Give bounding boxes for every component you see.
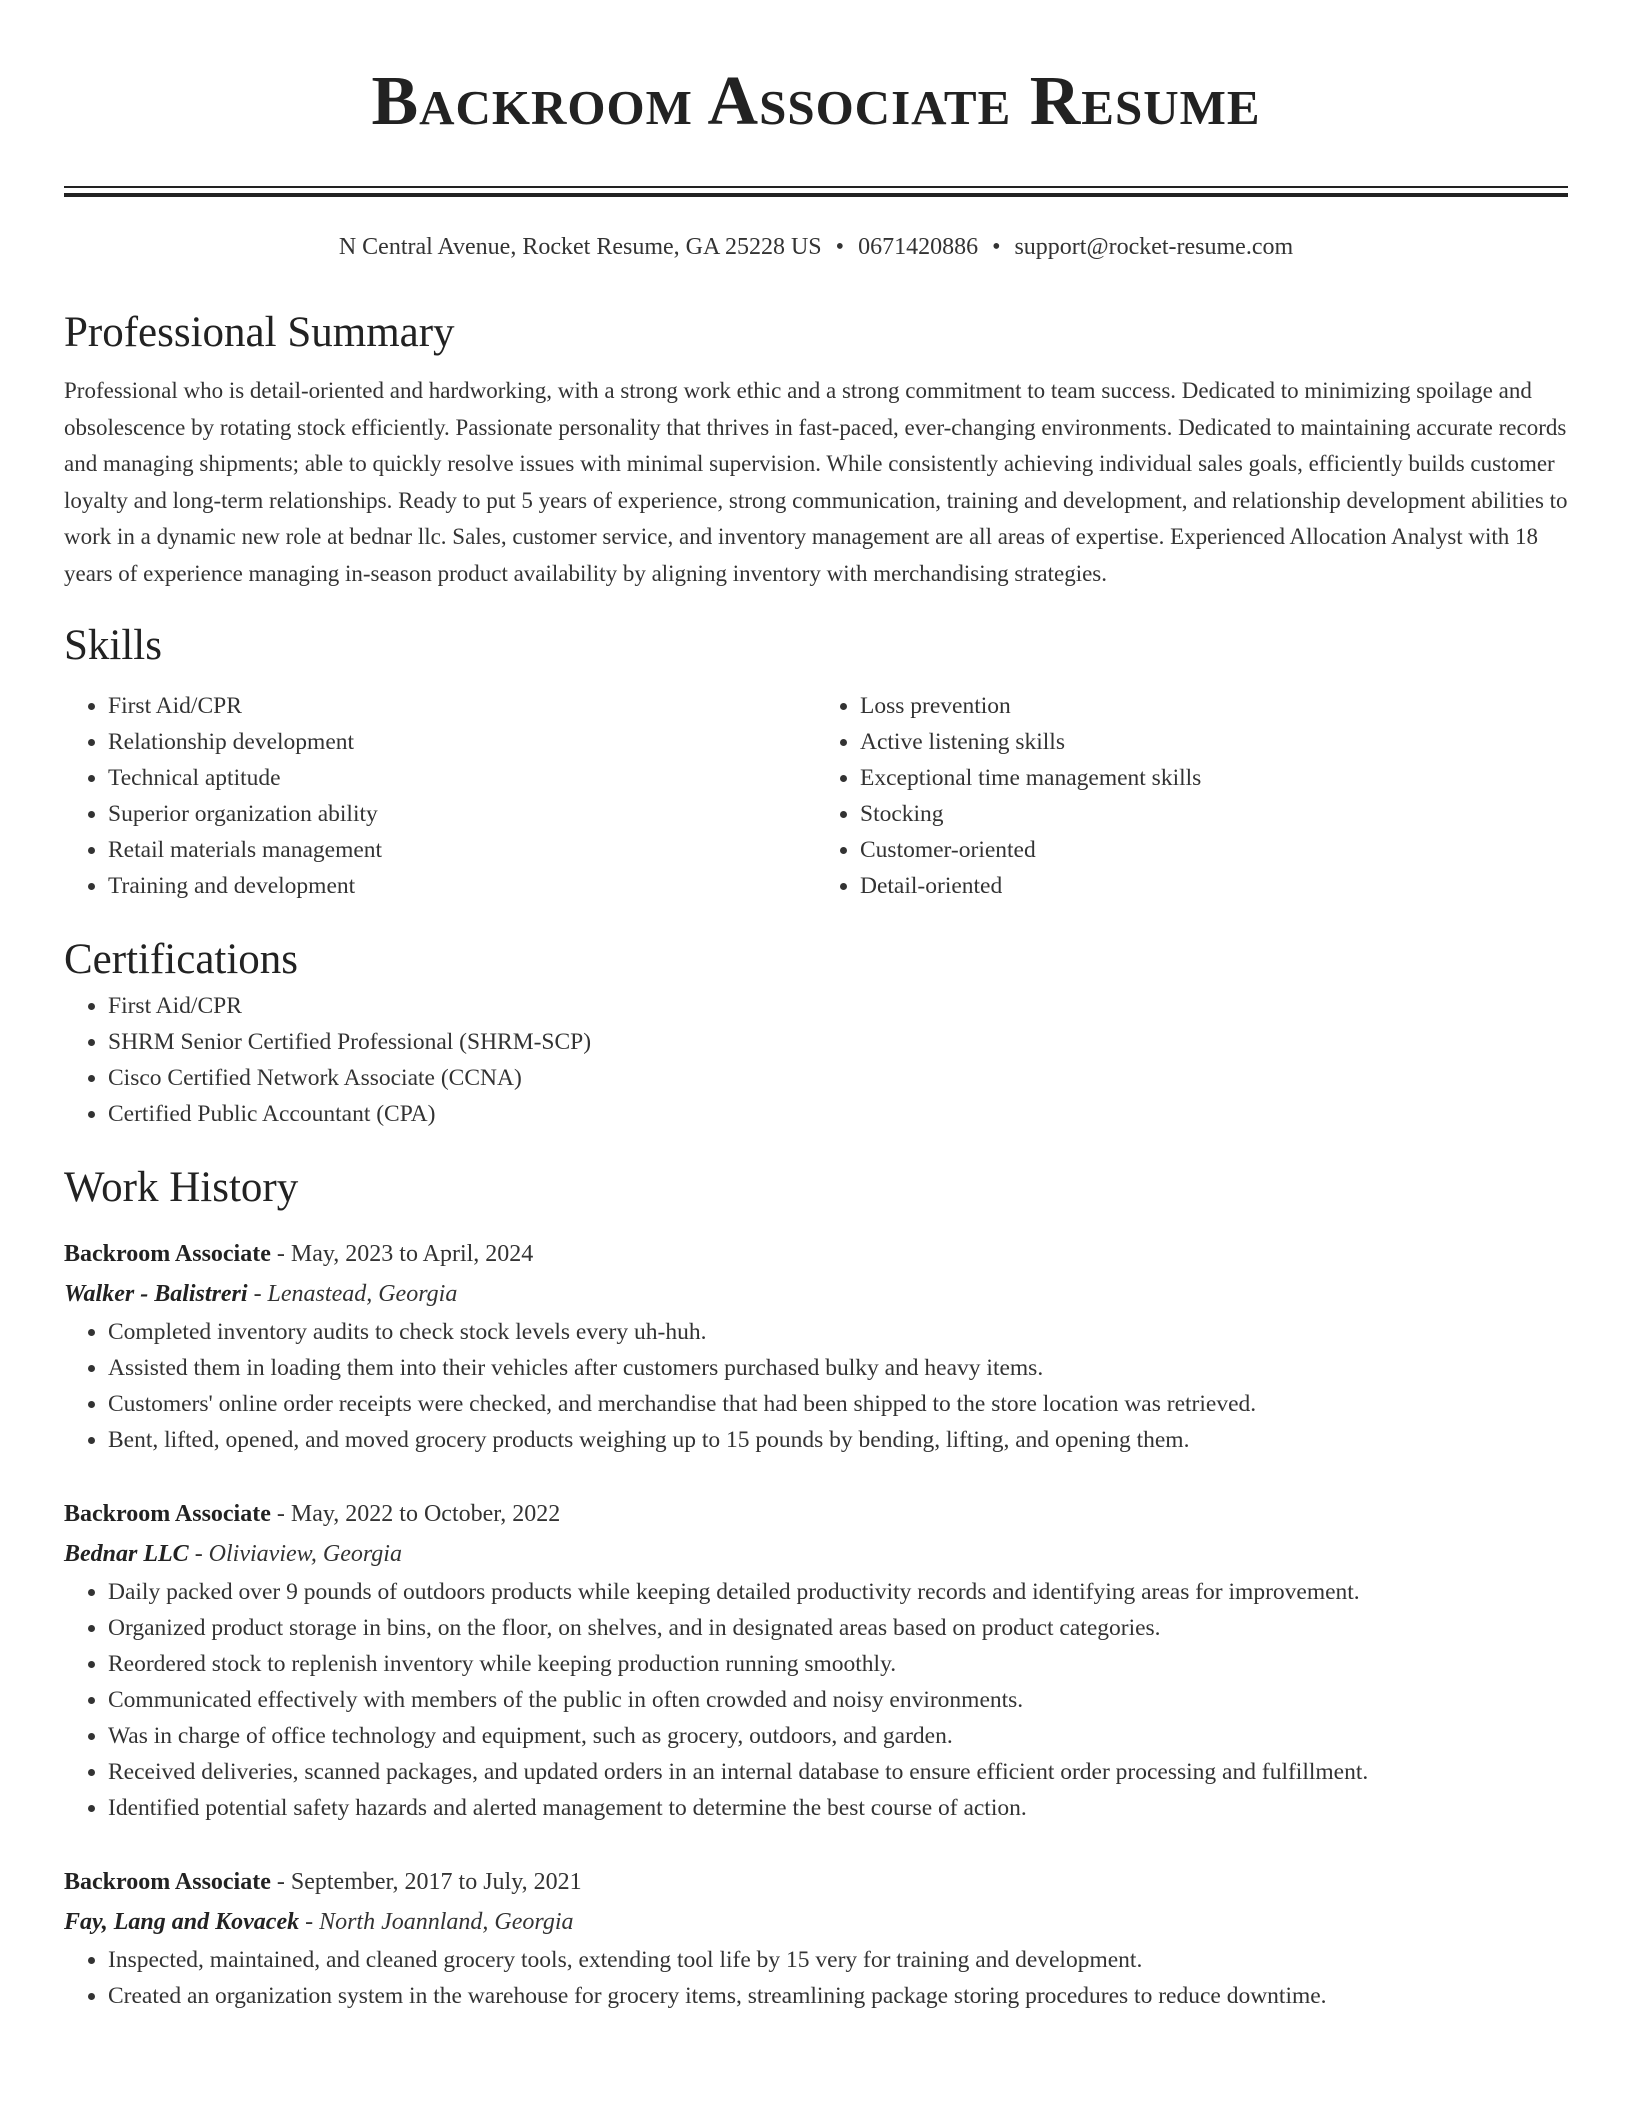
skills-heading: Skills xyxy=(64,622,162,669)
job-duty: • Inspected, maintained, and cleaned grocery tools, extending tool life by 15 very for training and development. xyxy=(108,1942,1568,1978)
job-duty: • Bent, lifted, opened, and moved grocery products weighing up to 15 pounds by bending, lifting, and opening them. xyxy=(108,1422,1568,1458)
job-location: - North Joannland, Georgia xyxy=(299,1909,574,1935)
job-role: Backroom Associate xyxy=(64,1869,271,1895)
skill-item: • Stocking xyxy=(860,796,1568,832)
skill-item: • First Aid/CPR xyxy=(108,688,816,724)
job-dates: - May, 2023 to April, 2024 xyxy=(270,1241,534,1267)
skills-grid xyxy=(64,688,1568,904)
contact-phone: 0671420886 xyxy=(858,234,979,260)
resume-title: Backroom Associate Resume xyxy=(371,63,1261,140)
skill-item: • Superior organization ability xyxy=(108,796,816,832)
job-duty: • Received deliveries, scanned packages, and updated orders in an internal database to ensure efficient order processing and fulfillment. xyxy=(108,1754,1568,1790)
job-duty: • Customers' online order receipts were checked, and merchandise that had been shipped to the store location was retrieved. xyxy=(108,1386,1568,1422)
job-duty: • Communicated effectively with members of the public in often crowded and noisy environments. xyxy=(108,1682,1568,1718)
job-duty: • Identified potential safety hazards and alerted management to determine the best course of action. xyxy=(108,1790,1568,1826)
job-duty: • Was in charge of office technology and equipment, such as grocery, outdoors, and garden. xyxy=(108,1718,1568,1754)
job-company: Bednar LLC xyxy=(64,1541,189,1567)
job-location: - Oliviaview, Georgia xyxy=(188,1541,402,1567)
certifications-heading: Certifications xyxy=(64,936,299,983)
skill-item: • Relationship development xyxy=(108,724,816,760)
title-double-rule xyxy=(64,186,1568,197)
contact-address: N Central Avenue, Rocket Resume, GA 25228 US xyxy=(338,234,822,260)
certifications-list xyxy=(64,988,1568,1132)
contact-separator: • xyxy=(835,234,845,260)
job-dates: - September, 2017 to July, 2021 xyxy=(270,1869,582,1895)
certification-item: • Cisco Certified Network Associate (CCNA) xyxy=(108,1060,1568,1096)
job-role: Backroom Associate xyxy=(64,1501,271,1527)
skills-list-right xyxy=(816,688,1568,904)
skill-item: • Technical aptitude xyxy=(108,760,816,796)
skill-item: • Exceptional time management skills xyxy=(860,760,1568,796)
certification-item: • Certified Public Accountant (CPA) xyxy=(108,1096,1568,1132)
job-location: - Lenastead, Georgia xyxy=(247,1281,458,1307)
skill-item: • Loss prevention xyxy=(860,688,1568,724)
job-duty: • Reordered stock to replenish inventory while keeping production running smoothly. xyxy=(108,1646,1568,1682)
job-title-line xyxy=(64,1494,1568,1534)
work-history-heading: Work History xyxy=(64,1164,299,1211)
certification-item: • First Aid/CPR xyxy=(108,988,1568,1024)
job-duties-list xyxy=(64,1942,1568,2014)
job-title-line xyxy=(64,1234,1568,1274)
job-duty: • Assisted them in loading them into their vehicles after customers purchased bulky and heavy items. xyxy=(108,1350,1568,1386)
job-company-line xyxy=(64,1274,1568,1314)
summary-heading: Professional Summary xyxy=(64,309,455,356)
job-role: Backroom Associate xyxy=(64,1241,271,1267)
job-entry xyxy=(64,1234,1568,1458)
job-duty: • Organized product storage in bins, on the floor, on shelves, and in designated areas based on product categories. xyxy=(108,1610,1568,1646)
certification-item: • SHRM Senior Certified Professional (SHRM-SCP) xyxy=(108,1024,1568,1060)
skill-item: • Retail materials management xyxy=(108,832,816,868)
job-entry xyxy=(64,1862,1568,2014)
contact-email: support@rocket-resume.com xyxy=(1014,234,1294,260)
job-duty: • Created an organization system in the warehouse for grocery items, streamlining package storing procedures to reduce downtime. xyxy=(108,1978,1568,2014)
contact-line xyxy=(64,231,1568,263)
job-title-line xyxy=(64,1862,1568,1902)
job-dates: - May, 2022 to October, 2022 xyxy=(270,1501,561,1527)
job-company: Walker - Balistreri xyxy=(64,1281,248,1307)
job-company: Fay, Lang and Kovacek xyxy=(64,1909,300,1935)
skill-item: • Detail-oriented xyxy=(860,868,1568,904)
job-duty: • Completed inventory audits to check stock levels every uh-huh. xyxy=(108,1314,1568,1350)
job-duties-list xyxy=(64,1314,1568,1458)
skill-item: • Training and development xyxy=(108,868,816,904)
job-company-line xyxy=(64,1534,1568,1574)
job-duty: • Daily packed over 9 pounds of outdoors products while keeping detailed productivity records and identifying areas for improvement. xyxy=(108,1574,1568,1610)
job-duties-list xyxy=(64,1574,1568,1826)
skill-item: • Customer-oriented xyxy=(860,832,1568,868)
job-company-line xyxy=(64,1902,1568,1942)
skills-list-left xyxy=(64,688,816,904)
summary-text: Professional who is detail-oriented and hardworking, with a strong work ethic and a strong commitment to team success. Dedicated to minimizing spoilage and obsolescence by rotating stock efficiently. Passionate personality that thrives in fast-paced, ever-changing environments. Dedicated to maintaining accurate records and managing shipments; able to quickly resolve issues with minimal supervision. While consistently achieving individual sales goals, efficiently builds customer loyalty and long-term relationships. Ready to put 5 years of experience, strong communication, training and development, and relationship development abilities to work in a dynamic new role at bednar llc. Sales, customer service, and inventory management are all areas of expertise. Experienced Allocation Analyst with 18 years of experience managing in-season product availability by aligning inventory with merchandising strategies. xyxy=(64,378,1568,586)
skill-item: • Active listening skills xyxy=(860,724,1568,760)
contact-separator: • xyxy=(992,234,1001,260)
job-entry xyxy=(64,1494,1568,1826)
